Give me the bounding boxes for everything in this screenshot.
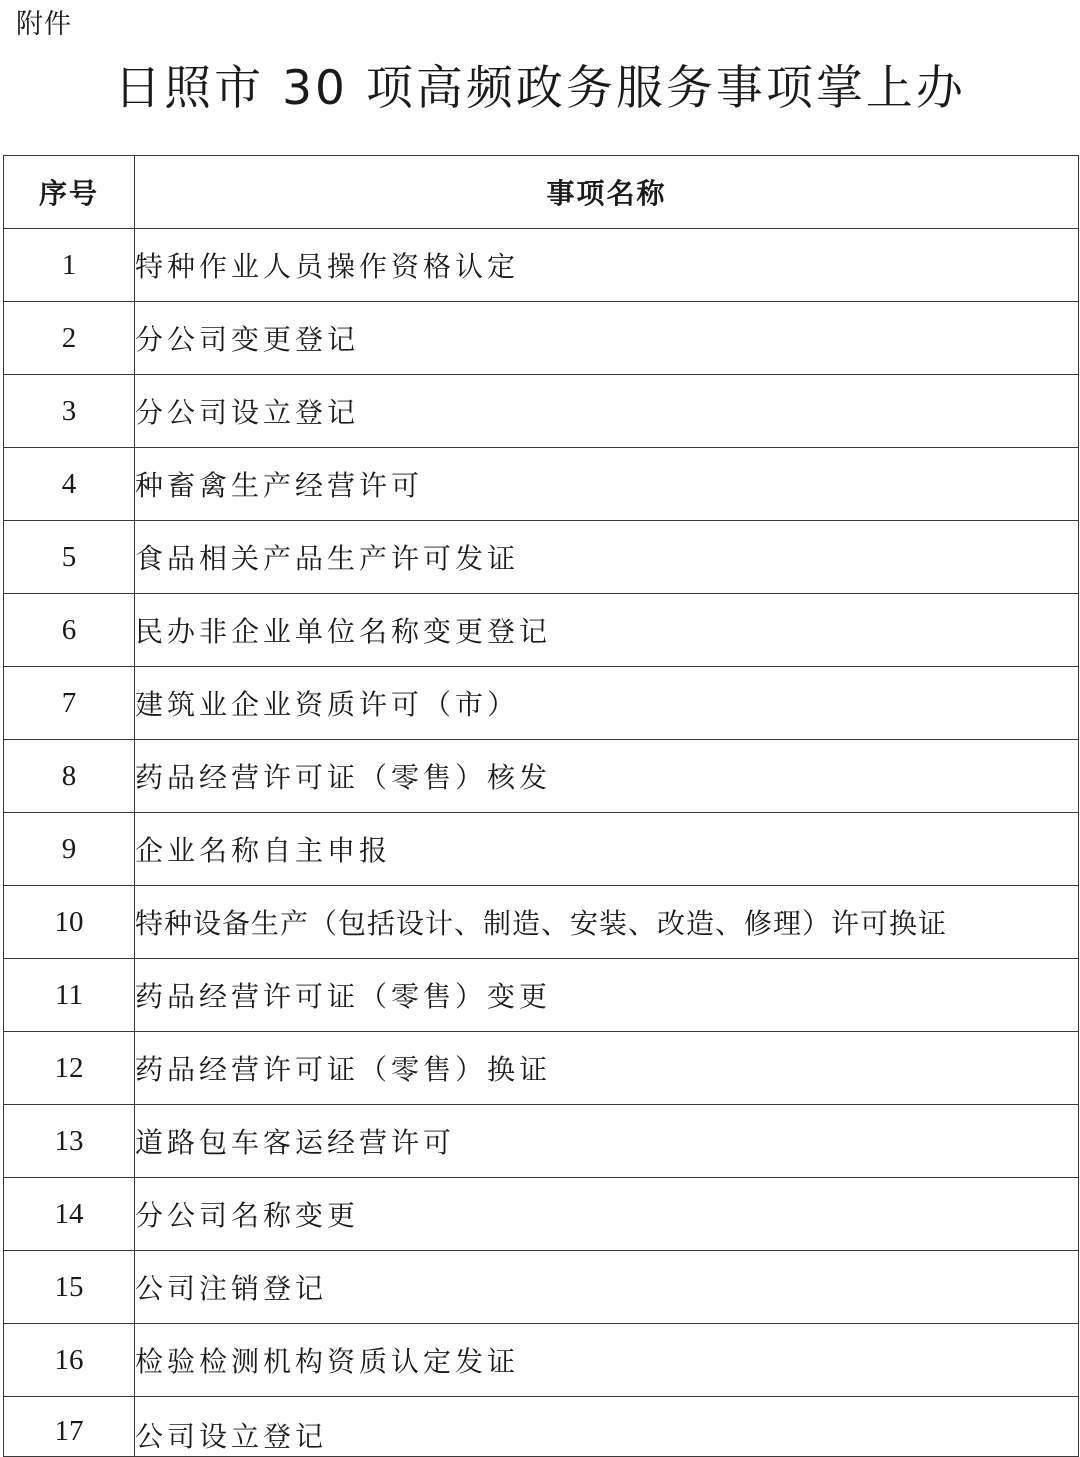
row-serial-number: 10: [4, 886, 135, 959]
row-serial-number: 13: [4, 1105, 135, 1178]
row-item-name: 药品经营许可证（零售）换证: [135, 1032, 1079, 1105]
attachment-label: 附件: [16, 9, 72, 40]
row-item-name: 特种作业人员操作资格认定: [135, 229, 1079, 302]
table-row: [4, 1178, 1079, 1251]
table-row: [4, 813, 1079, 886]
row-serial-number: 1: [4, 229, 135, 302]
table-row: [4, 375, 1079, 448]
row-serial-number: 14: [4, 1178, 135, 1251]
row-serial-number: 4: [4, 448, 135, 521]
row-item-name: 企业名称自主申报: [135, 813, 1079, 886]
row-serial-number: 9: [4, 813, 135, 886]
row-item-name: 药品经营许可证（零售）核发: [135, 740, 1079, 813]
row-item-name: 分公司变更登记: [135, 302, 1079, 375]
row-serial-number: 3: [4, 375, 135, 448]
row-item-name: 公司注销登记: [135, 1251, 1079, 1324]
table-row: [4, 1251, 1079, 1324]
table-row: [4, 594, 1079, 667]
row-item-name: 民办非企业单位名称变更登记: [135, 594, 1079, 667]
row-serial-number: 5: [4, 521, 135, 594]
table-row: [4, 448, 1079, 521]
row-item-name: 分公司设立登记: [135, 375, 1079, 448]
row-serial-number: 12: [4, 1032, 135, 1105]
header-item-name: 事项名称: [135, 156, 1079, 229]
row-item-name: 公司设立登记: [135, 1397, 1079, 1457]
table-row: [4, 886, 1079, 959]
row-item-name: 食品相关产品生产许可发证: [135, 521, 1079, 594]
table-row: [4, 959, 1079, 1032]
row-item-name: 道路包车客运经营许可: [135, 1105, 1079, 1178]
row-item-name: 药品经营许可证（零售）变更: [135, 959, 1079, 1032]
table-row: [4, 1032, 1079, 1105]
row-item-name: 建筑业企业资质许可（市）: [135, 667, 1079, 740]
row-serial-number: 16: [4, 1324, 135, 1397]
page-title: 日照市 30 项高频政务服务事项掌上办: [114, 61, 966, 116]
row-serial-number: 11: [4, 959, 135, 1032]
table-row: [4, 302, 1079, 375]
table-row: [4, 229, 1079, 302]
table-row: [4, 740, 1079, 813]
row-item-name: 种畜禽生产经营许可: [135, 448, 1079, 521]
table-row: [4, 1105, 1079, 1178]
header-serial-number: 序号: [4, 156, 135, 229]
row-item-name: 分公司名称变更: [135, 1178, 1079, 1251]
items-table: [3, 155, 1079, 1457]
table-row: [4, 667, 1079, 740]
row-serial-number: 8: [4, 740, 135, 813]
row-serial-number: 7: [4, 667, 135, 740]
row-item-name: 特种设备生产（包括设计、制造、安装、改造、修理）许可换证: [135, 886, 1079, 959]
row-serial-number: 6: [4, 594, 135, 667]
table-row: [4, 521, 1079, 594]
row-serial-number: 15: [4, 1251, 135, 1324]
row-serial-number: 2: [4, 302, 135, 375]
table-row: [4, 1324, 1079, 1397]
row-item-name: 检验检测机构资质认定发证: [135, 1324, 1079, 1397]
table-header-row: [4, 156, 1079, 229]
row-serial-number: 17: [4, 1397, 135, 1457]
table-row: [4, 1397, 1079, 1457]
